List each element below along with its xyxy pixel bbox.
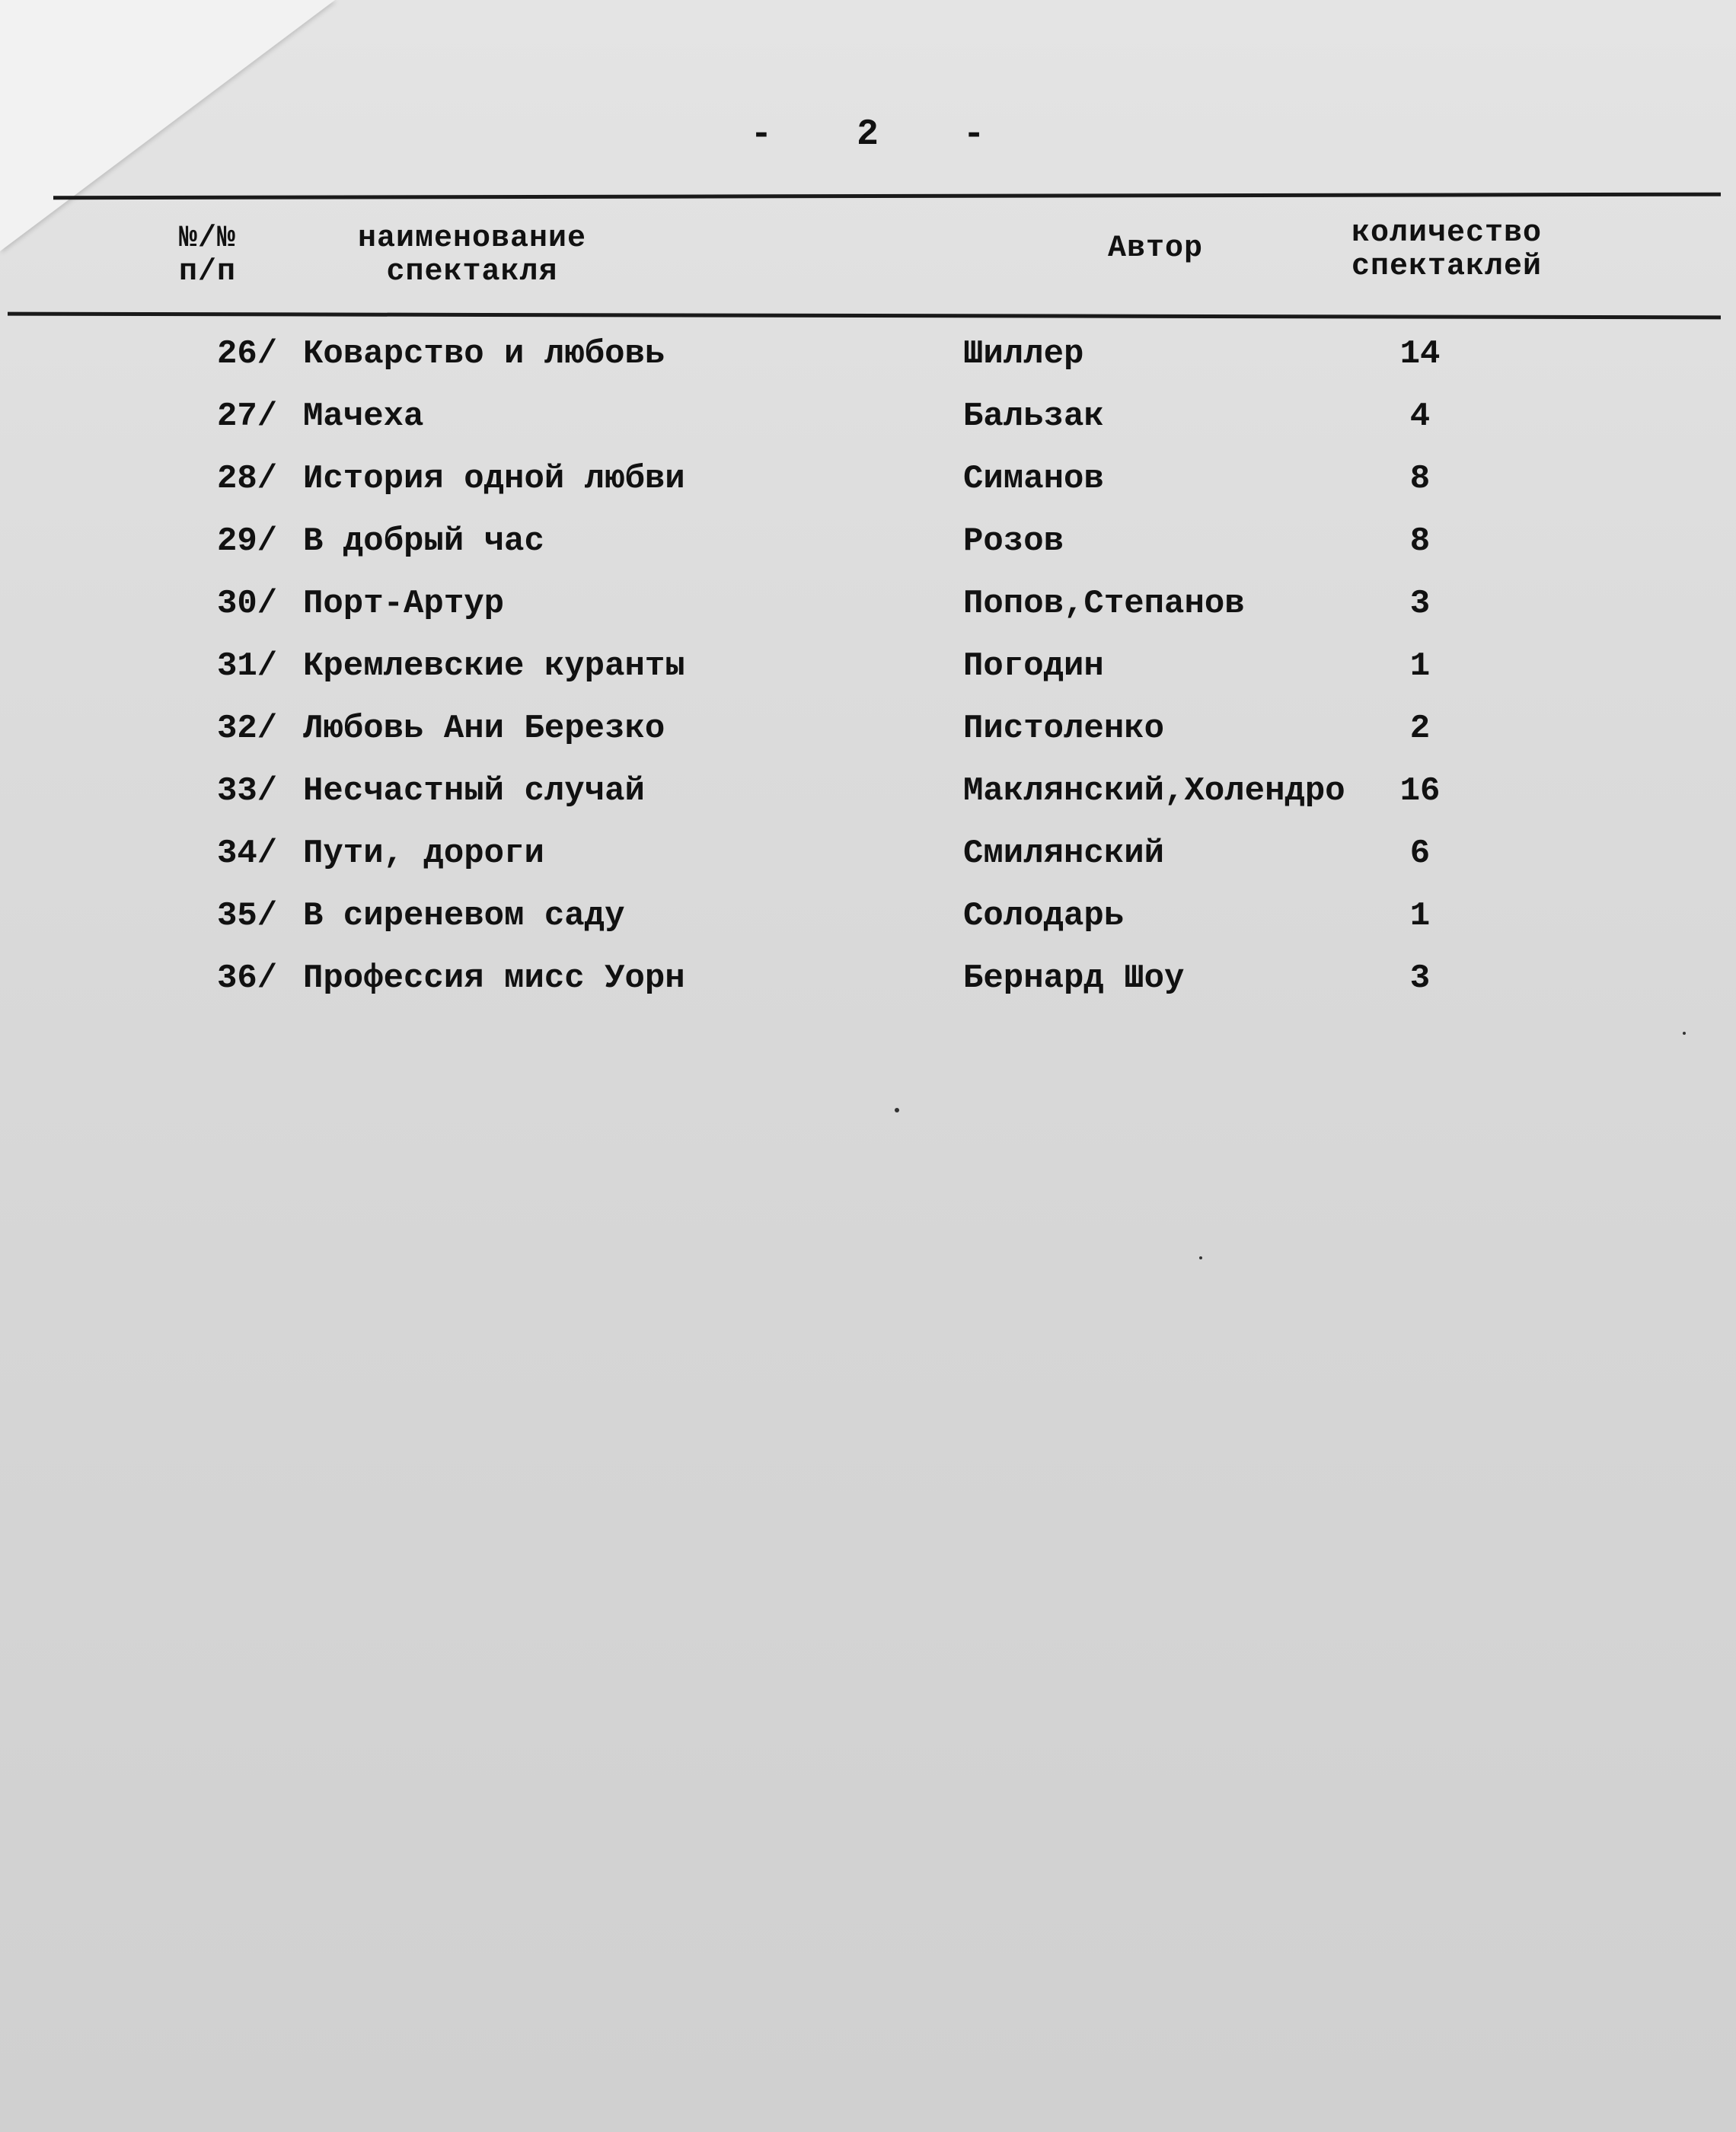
- row-title: В добрый час: [303, 522, 544, 560]
- header-title: [358, 222, 586, 289]
- table-row: [0, 647, 1736, 710]
- header-count: [1351, 217, 1542, 284]
- header-number: [179, 222, 236, 289]
- row-title: Пути, дороги: [303, 835, 544, 873]
- row-title: Профессия мисс Уорн: [303, 959, 685, 997]
- performances-table: [0, 335, 1736, 1022]
- header-author: Автор: [1108, 231, 1204, 266]
- row-author: Шиллер: [963, 335, 1084, 373]
- table-row: [0, 522, 1736, 585]
- row-count: 2: [1409, 710, 1431, 748]
- row-count: 3: [1409, 585, 1431, 623]
- row-title: Кремлевские куранты: [303, 647, 685, 685]
- row-number: 33/: [217, 772, 278, 810]
- table-row: [0, 772, 1736, 835]
- header-count-line2: спектаклей: [1351, 250, 1543, 284]
- row-count: 8: [1409, 522, 1431, 560]
- row-author: Солодарь: [963, 897, 1125, 935]
- table-row: [0, 897, 1736, 959]
- table-row: [0, 335, 1736, 397]
- row-author: Попов,Степанов: [963, 585, 1245, 623]
- row-title: В сиреневом саду: [303, 897, 625, 935]
- page-dash-left: -: [750, 114, 774, 155]
- row-author: Розов: [963, 522, 1064, 560]
- page-number: 2: [857, 114, 879, 155]
- row-author: Погодин: [963, 647, 1104, 685]
- row-count: 3: [1409, 959, 1431, 997]
- header-count-line1: количество: [1351, 216, 1543, 251]
- table-row: [0, 397, 1736, 460]
- row-title: История одной любви: [303, 460, 685, 498]
- row-count: 1: [1409, 647, 1431, 685]
- row-number: 26/: [217, 335, 278, 373]
- row-count: 14: [1399, 335, 1441, 373]
- page-dash-right: -: [962, 114, 986, 155]
- table-row: [0, 959, 1736, 1022]
- row-number: 30/: [217, 585, 278, 623]
- row-number: 34/: [217, 835, 278, 873]
- paper-speck: [1199, 1256, 1202, 1259]
- row-title: Мачеха: [303, 397, 424, 436]
- header-title-line1: наименование: [358, 222, 587, 256]
- table-row: [0, 835, 1736, 897]
- row-author: Пистоленко: [963, 710, 1165, 748]
- row-author: Симанов: [963, 460, 1104, 498]
- header-bottom-rule: [8, 312, 1721, 320]
- row-number: 31/: [217, 647, 278, 685]
- row-number: 35/: [217, 897, 278, 935]
- row-title: Коварство и любовь: [303, 335, 665, 373]
- row-count: 8: [1409, 460, 1431, 498]
- row-count: 4: [1409, 397, 1431, 436]
- paper-speck: [895, 1108, 899, 1112]
- row-title: Несчастный случай: [303, 772, 645, 810]
- table-row: [0, 585, 1736, 647]
- row-number: 32/: [217, 710, 278, 748]
- row-count: 16: [1399, 772, 1441, 810]
- row-count: 1: [1409, 897, 1431, 935]
- table-row: [0, 710, 1736, 772]
- row-author: Бернард Шоу: [963, 959, 1185, 997]
- row-title: Порт-Артур: [303, 585, 505, 623]
- row-number: 28/: [217, 460, 278, 498]
- row-count: 6: [1409, 835, 1431, 873]
- row-number: 36/: [217, 959, 278, 997]
- header-number-line2: п/п: [179, 255, 237, 289]
- row-author: Бальзак: [963, 397, 1104, 436]
- row-number: 27/: [217, 397, 278, 436]
- header-title-line2: спектакля: [386, 255, 558, 289]
- row-author: Смилянский: [963, 835, 1165, 873]
- table-row: [0, 460, 1736, 522]
- header-number-line1: №/№: [179, 222, 237, 256]
- row-title: Любовь Ани Березко: [303, 710, 665, 748]
- page-number-line: [0, 114, 1736, 155]
- paper-speck: [1683, 1032, 1686, 1035]
- row-number: 29/: [217, 522, 278, 560]
- row-author: Маклянский,Холендро: [963, 772, 1345, 810]
